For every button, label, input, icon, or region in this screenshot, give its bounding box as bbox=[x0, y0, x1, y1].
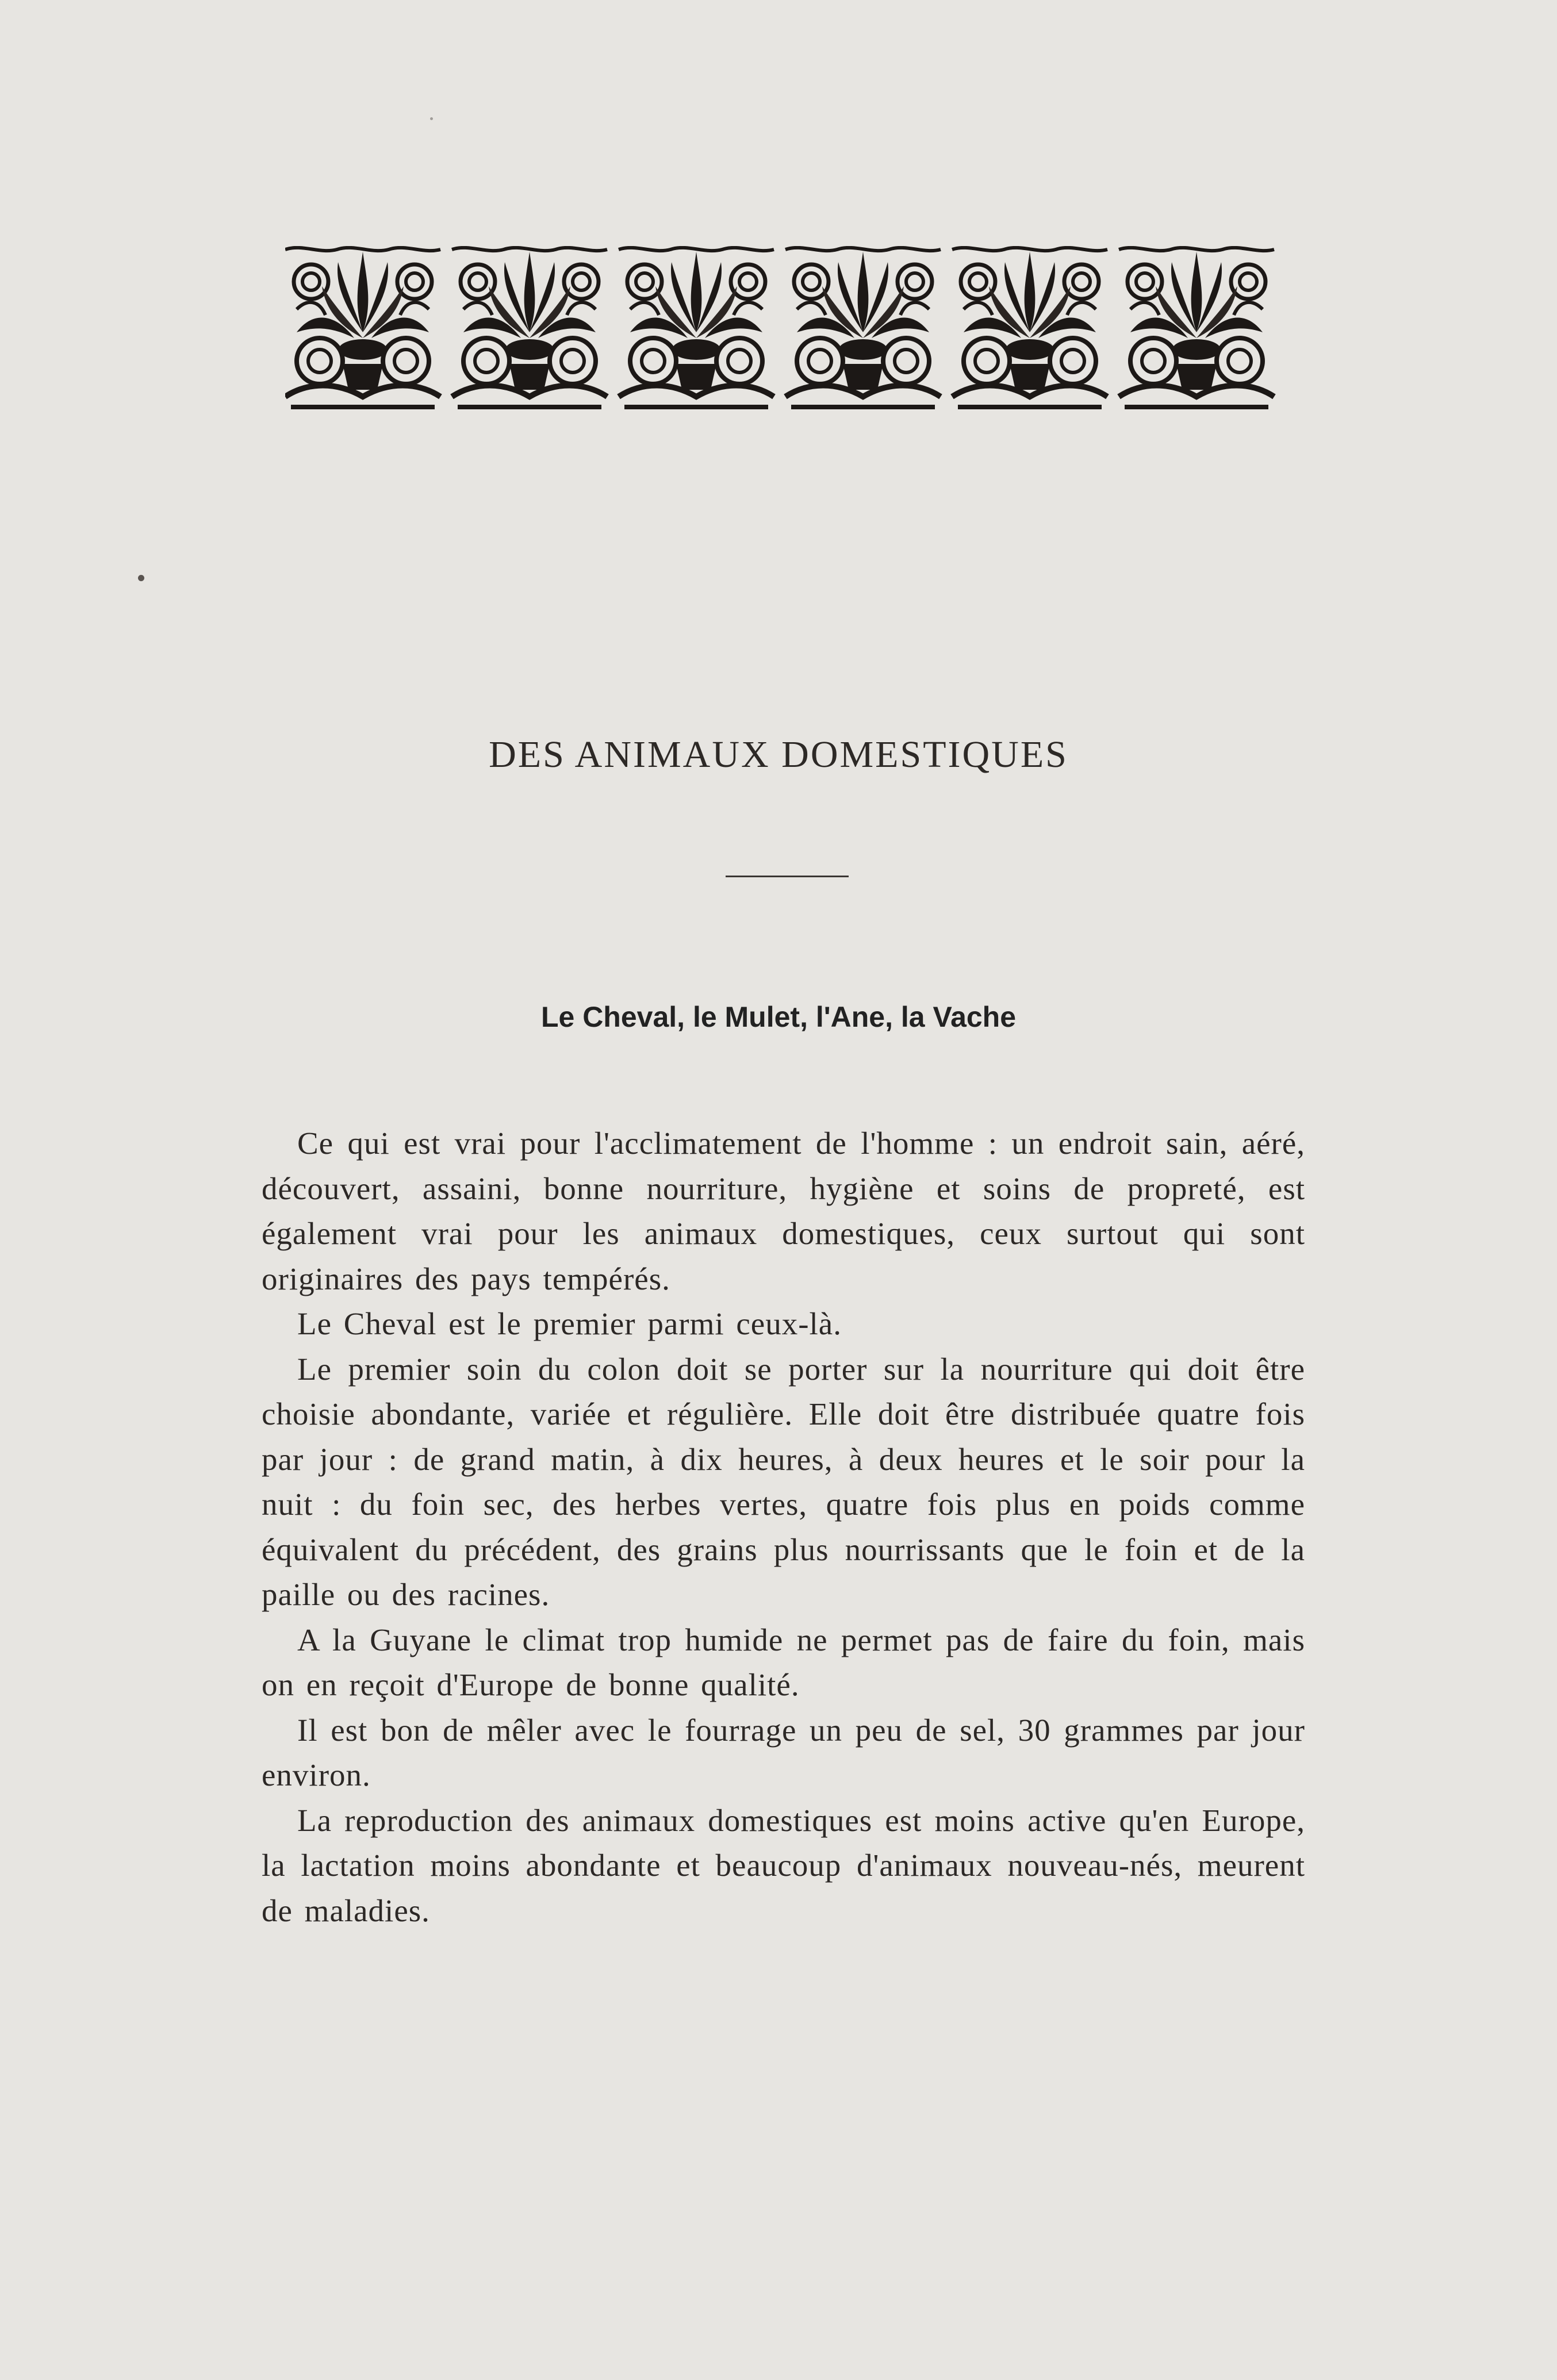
ink-speck bbox=[138, 575, 144, 581]
body-text bbox=[262, 1121, 1305, 1933]
ink-speck bbox=[430, 117, 433, 120]
section-title: Le Cheval, le Mulet, l'Ane, la Vache bbox=[540, 1001, 1017, 1033]
paragraph-guyane: A la Guyane le climat trop humide ne permet pas de faire du foin, mais on en reçoit d'Europe de bonne qualité. bbox=[262, 1622, 1305, 1702]
paragraph-nourriture: Le premier soin du colon doit se porter sur la nourriture qui doit être choisie abondante, variée et régulière. Elle doit être distribuée quatre fois par jour : de grand matin, à dix heures, à deux heures et le soir pour la nuit : du foin sec, des herbes vertes, quatre fois plus en poids comme équivalent du précédent, des grains plus nourrissants que le foin et de la paille ou des racines. bbox=[262, 1351, 1305, 1612]
page-title: DES ANIMAUX DOMESTIQUES bbox=[489, 734, 1068, 776]
paragraph-reproduction: La reproduction des animaux domestiques est moins active qu'en Europe, la lactation moins abondante et beaucoup d'animaux nouveau-nés, meurent de maladies. bbox=[262, 1802, 1305, 1928]
title-divider bbox=[726, 876, 849, 877]
paragraph-sel: Il est bon de mêler avec le fourrage un peu de sel, 30 grammes par jour environ. bbox=[262, 1712, 1305, 1792]
paragraph-cheval: Le Cheval est le premier parmi ceux-là. bbox=[297, 1306, 842, 1341]
paragraph-acclimatement: Ce qui est vrai pour l'acclimatement de l'homme : un endroit sain, aéré, découvert, assaini, bonne nourriture, hygiène et soins de propreté, est également vrai pour les animaux domestiques, ceux surtout qui sont originaires des pays tempérés. bbox=[262, 1126, 1305, 1296]
palmette-frieze-ornament bbox=[285, 246, 1286, 410]
